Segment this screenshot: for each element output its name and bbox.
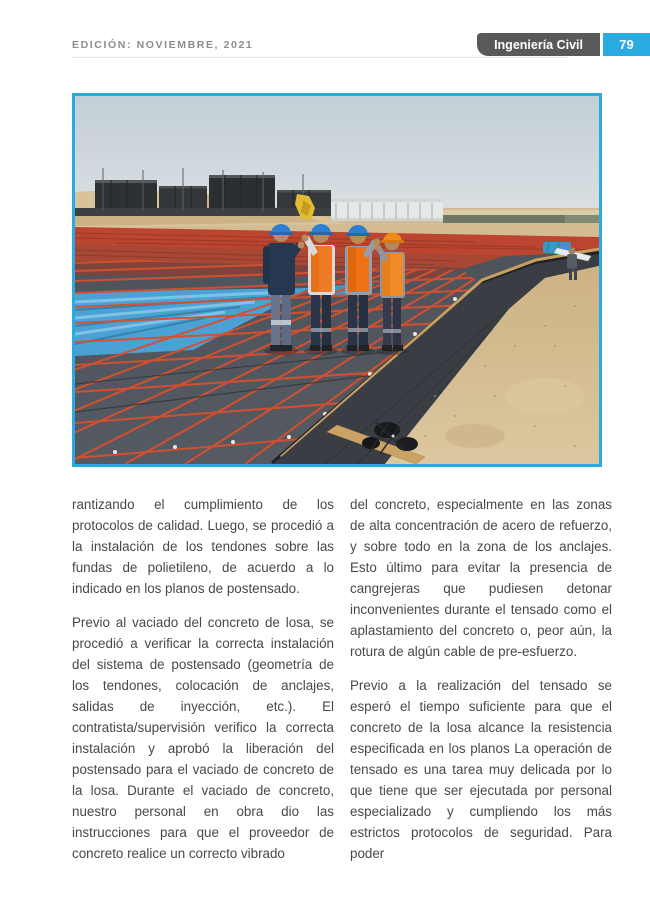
article-body bbox=[72, 494, 612, 877]
paragraph-right-2: Previo a la realización del tensado se esperó el tiempo suficiente para que el concreto de la losa alcance la resistencia especificada en los planos La operación de tensado es una tarea muy delicada por lo que tiene que ser ejecutada por personal especializado y cumpliendo los más estrictos protocolos de seguridad. Para poder bbox=[350, 678, 612, 861]
paragraph-left-2: Previo al vaciado del concreto de losa, se procedió a verificar la correcta instalación del sistema de postensado (geometría de los tendones, colocación de anclajes, salidas de inyección, etc.). El contratista/supervisión verifico la correcta instalación y aprobó la liberación del postensado para el vaciado de concreto de la losa. Durante el vaciado de concreto, nuestro personal en obra dio las instrucciones para que el proveedor de concreto realice un correcto vibrado bbox=[72, 615, 334, 861]
construction-photo-art bbox=[75, 96, 599, 464]
construction-photo bbox=[72, 93, 602, 467]
treeline bbox=[443, 210, 599, 223]
paragraph-left-1: rantizando el cumplimiento de los protocolos de calidad. Luego, se procedió a la instalación de los tendones sobre las fundas de polietileno, de acuerdo a lo indicado en los planos de postensado. bbox=[72, 497, 334, 596]
paragraph-right-1: del concreto, especialmente en las zonas de alta concentración de acero de refuerzo, y sobre todo en la zona de los anclajes. Esto último para evitar la presencia de cangrejeras que pudiesen detonar inconvenientes durante el tensado como el aplastamiento del concreto o, peor aún, la rotura de algún cable de pre-esfuerzo. bbox=[350, 497, 612, 659]
text-column-right bbox=[350, 494, 612, 877]
edition-label: EDICIÓN: NOVIEMBRE, 2021 bbox=[72, 39, 254, 51]
header-divider bbox=[72, 57, 568, 58]
section-badge: Ingeniería Civil bbox=[477, 33, 600, 56]
page-number: 79 bbox=[603, 33, 650, 56]
text-column-left bbox=[72, 494, 334, 877]
steel-structure-building bbox=[331, 199, 443, 221]
header-badges bbox=[477, 33, 650, 56]
